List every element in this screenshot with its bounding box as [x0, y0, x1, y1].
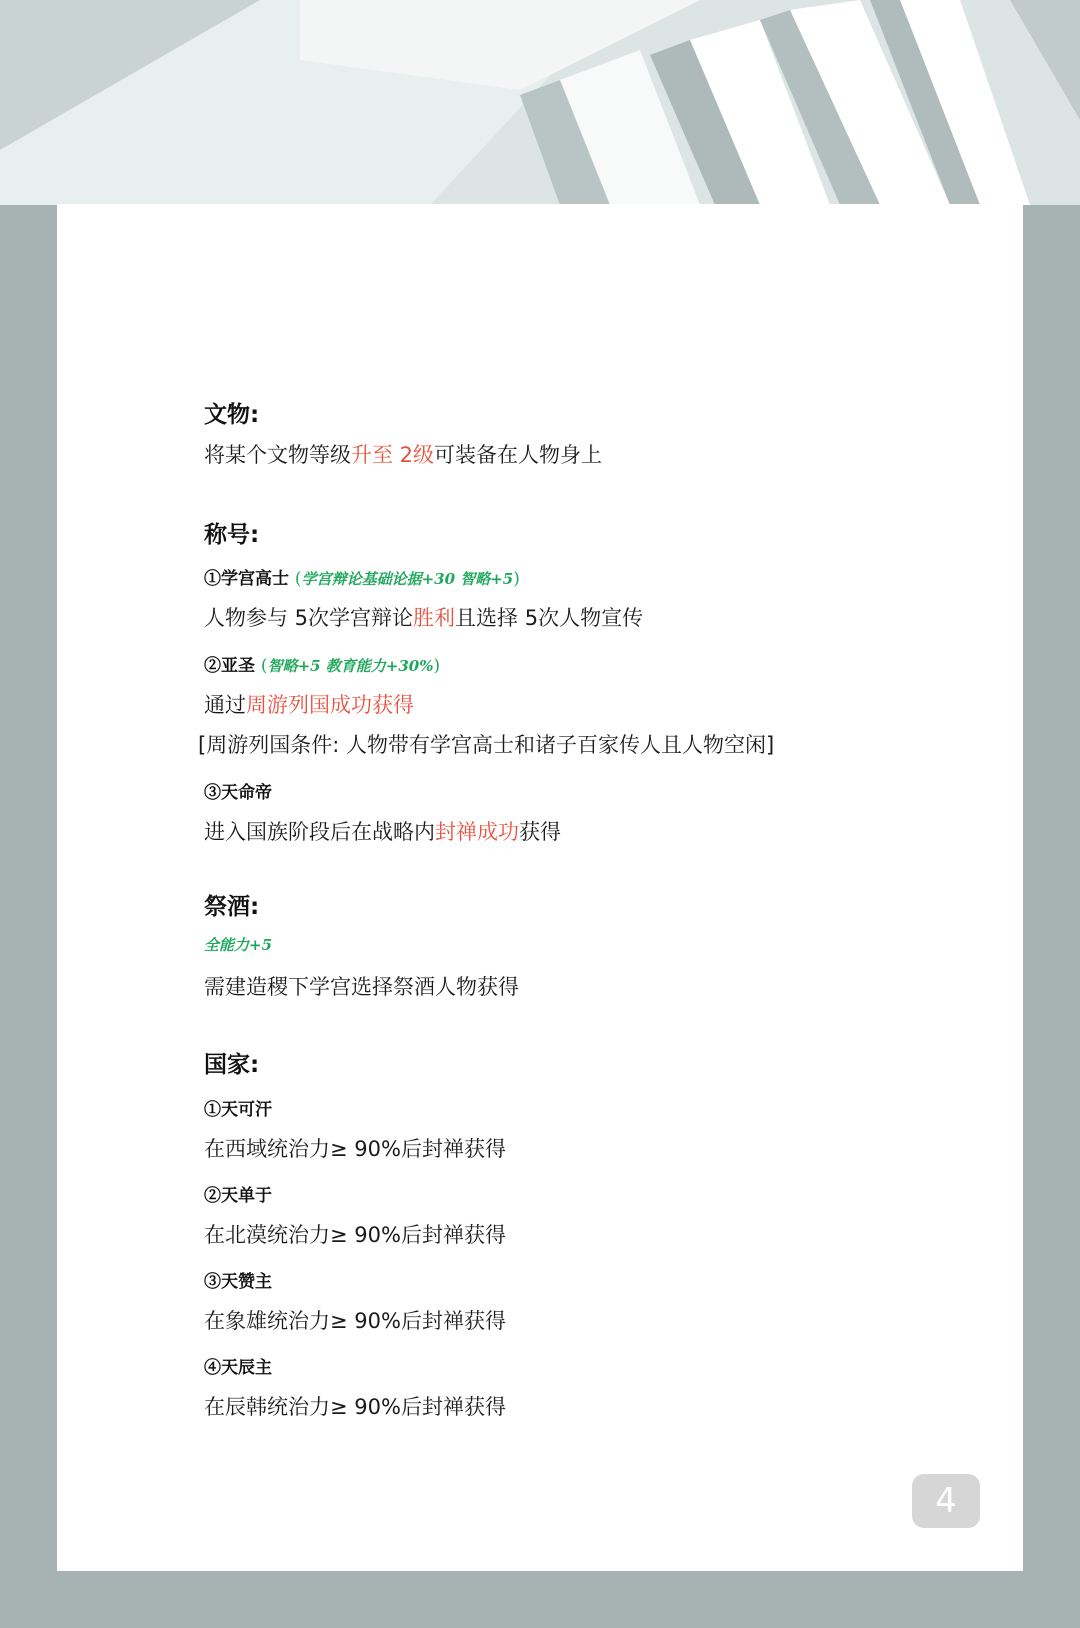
title-item-desc	[204, 603, 643, 633]
desc-highlight: 胜利	[413, 606, 456, 630]
title-item-name	[204, 566, 520, 592]
wenwu-desc-a: 将某个文物等级	[204, 443, 351, 467]
wenwu-desc-highlight: 升至 2级	[351, 443, 435, 467]
country-title-desc: 在西域统治力≥ 90%后封禅获得	[204, 1137, 506, 1161]
title-item-label: ②亚圣	[204, 656, 255, 676]
jijiu-bonus-text: 全能力+5	[204, 936, 273, 954]
desc-part: 且选择 5次人物宣传	[455, 606, 644, 630]
title-item-desc	[204, 817, 561, 847]
bonus-paren-close: )	[433, 656, 441, 676]
bonus-paren-open: (	[294, 569, 302, 589]
title-item-bonus: 学宫辩论基础论据+30 智略+5	[301, 570, 514, 588]
section-title-guojia: 国家:	[204, 1052, 260, 1078]
country-title-name: ③天赞主	[204, 1272, 272, 1292]
desc-highlight: 周游列国成功获得	[246, 693, 414, 717]
page-card	[57, 204, 1023, 1571]
desc-part: 通过	[204, 693, 246, 717]
country-title-desc: 在辰韩统治力≥ 90%后封禅获得	[204, 1395, 506, 1419]
title-item-name	[204, 780, 272, 806]
desc-part: 人物参与 5次学宫辩论	[204, 606, 414, 630]
country-title-name: ②天单于	[204, 1186, 272, 1206]
section-title-jijiu: 祭酒:	[204, 894, 260, 920]
bonus-paren-open: (	[260, 656, 268, 676]
jijiu-bonus	[204, 932, 272, 958]
desc-part: 进入国族阶段后在战略内	[204, 820, 435, 844]
section-title-chenghao: 称号:	[204, 522, 260, 548]
title-item-desc	[204, 690, 414, 720]
country-title-desc: 在象雄统治力≥ 90%后封禅获得	[204, 1309, 506, 1333]
bonus-paren-close: )	[513, 569, 520, 589]
country-title-name: ④天辰主	[204, 1358, 272, 1378]
jijiu-desc: 需建造稷下学宫选择祭酒人物获得	[204, 975, 519, 999]
desc-highlight: 封禅成功	[435, 820, 519, 844]
country-title-desc: 在北漠统治力≥ 90%后封禅获得	[204, 1223, 506, 1247]
page-number-badge: 4	[912, 1474, 980, 1528]
title-item-name	[204, 653, 440, 679]
title-item-bonus: 智略+5 教育能力+30%	[267, 657, 434, 675]
section-title-wenwu: 文物:	[204, 402, 260, 428]
title-item-note: [周游列国条件: 人物带有学宫高士和诸子百家传人且人物空闲]	[198, 733, 775, 757]
header-architecture-image	[0, 0, 1080, 205]
title-item-label: ①学宫高士	[204, 569, 289, 589]
desc-part: 获得	[519, 820, 561, 844]
title-item-label: ③天命帝	[204, 783, 272, 803]
wenwu-desc	[204, 440, 602, 470]
wenwu-desc-b: 可装备在人物身上	[434, 443, 603, 467]
country-title-name: ①天可汗	[204, 1100, 272, 1120]
